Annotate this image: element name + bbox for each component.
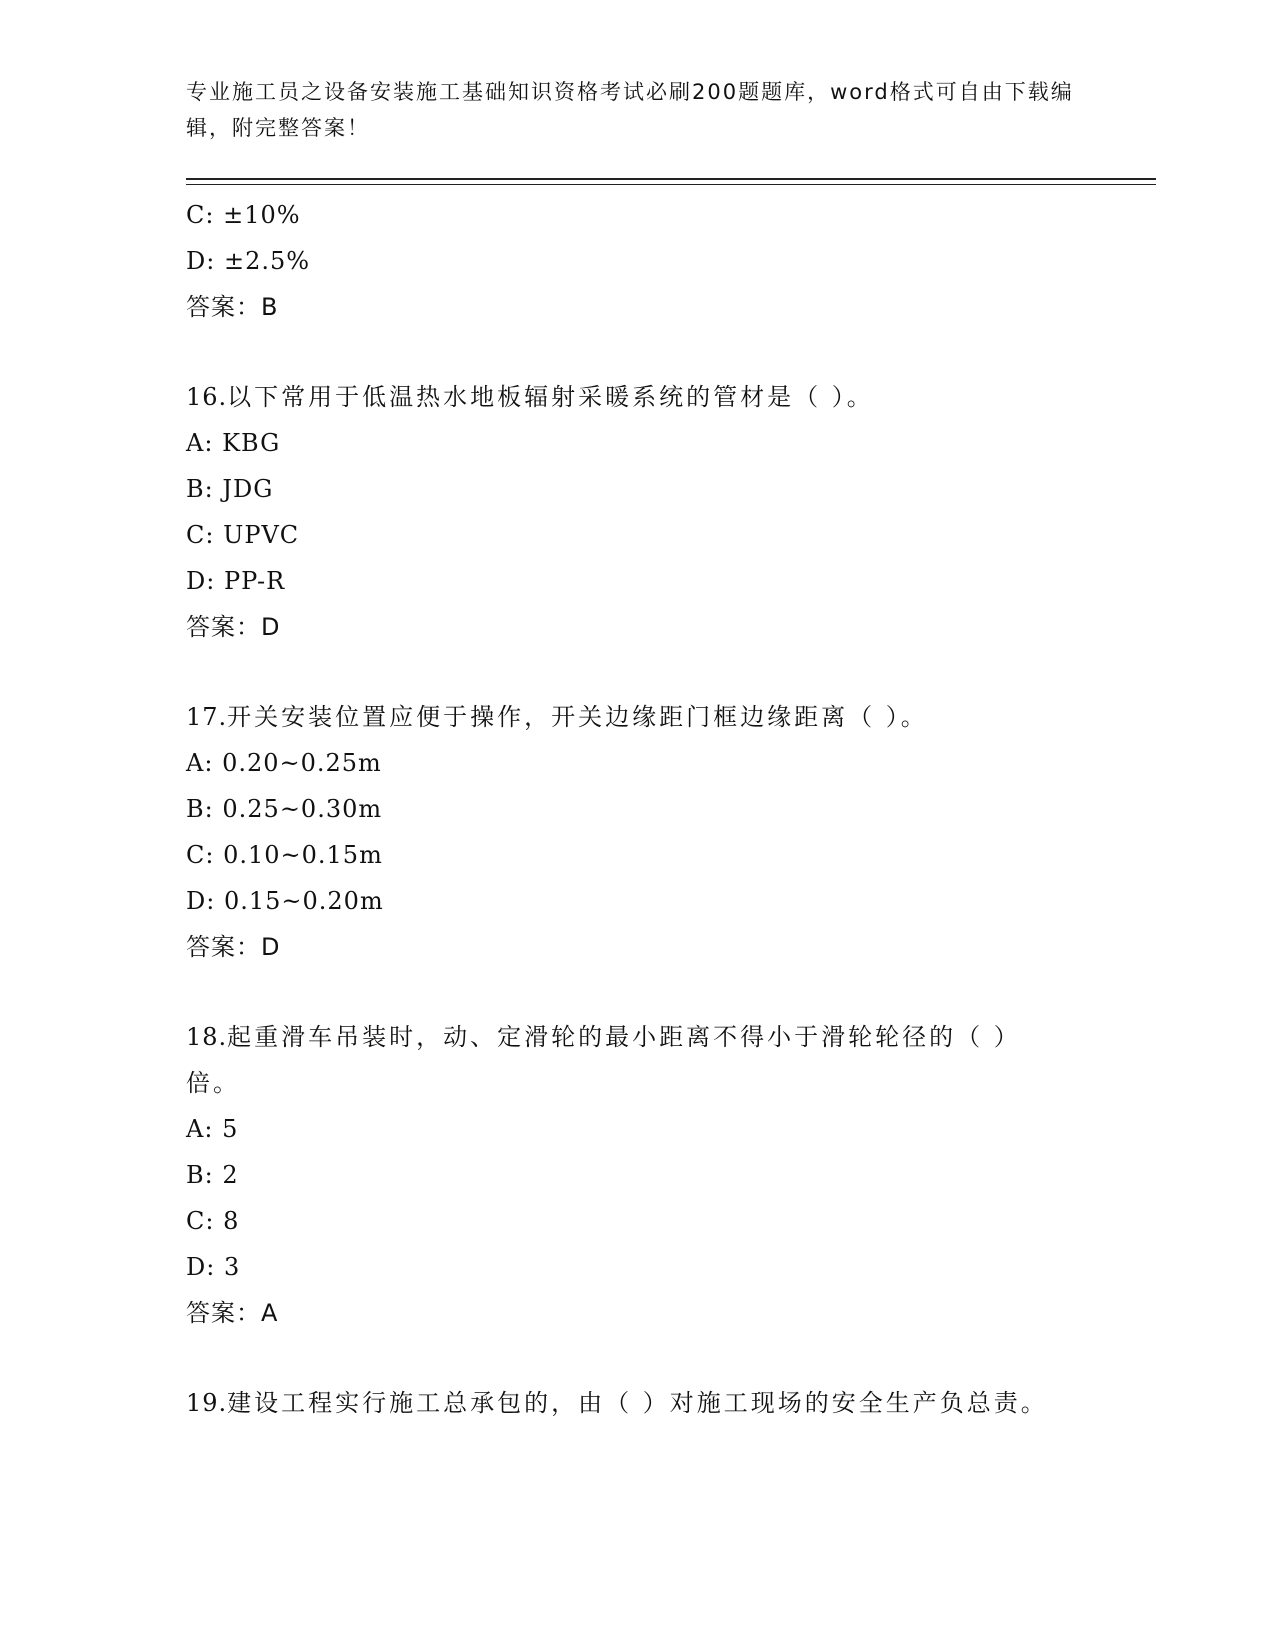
option-label: B: [186, 475, 214, 503]
answer-line: 答案：D [186, 933, 281, 961]
option-label: D: [186, 887, 216, 915]
option-text: 0.15~0.20m [223, 887, 384, 915]
question-number: 18. [186, 1023, 228, 1051]
option-text: 2 [222, 1161, 239, 1189]
option-line [186, 192, 1086, 238]
option-label: B: [186, 795, 214, 823]
option-line [186, 1244, 1086, 1290]
question-body: 建设工程实行施工总承包的，由（ ）对施工现场的安全生产负总责。 [227, 1389, 1048, 1417]
option-label: C: [186, 1207, 215, 1235]
option-label: D: [186, 567, 216, 595]
option-text: 0.25~0.30m [222, 795, 383, 823]
option-text: 3 [223, 1253, 241, 1281]
option-label: A: [186, 749, 214, 777]
option-label: C: [186, 201, 215, 229]
option-line [186, 1106, 1086, 1152]
question-body: 起重滑车吊装时，动、定滑轮的最小距离不得小于滑轮轮径的（ ）倍。 [186, 1023, 1021, 1097]
option-line [186, 420, 1086, 466]
option-text: ±2.5% [223, 247, 311, 275]
question-number: 17. [186, 703, 228, 731]
option-text: KBG [222, 429, 281, 457]
option-label: A: [186, 429, 214, 457]
option-label: C: [186, 841, 215, 869]
option-line [186, 558, 1086, 604]
option-label: D: [186, 247, 216, 275]
option-label: C: [186, 521, 215, 549]
answer-line: 答案：A [186, 1299, 279, 1327]
option-text: UPVC [223, 521, 300, 549]
option-text: 0.20~0.25m [222, 749, 382, 777]
option-line [186, 1152, 1086, 1198]
option-line [186, 466, 1086, 512]
document-content [186, 192, 1086, 1426]
document-header: 专业施工员之设备安装施工基础知识资格考试必刷200题题库，word格式可自由下载编辑，附完整答案！ [186, 80, 1074, 140]
question-body: 以下常用于低温热水地板辐射采暖系统的管材是（ ）。 [227, 383, 874, 411]
option-text: ±10% [223, 201, 301, 229]
option-text: 5 [222, 1115, 239, 1143]
option-line [186, 1198, 1086, 1244]
header-rule-thick [186, 178, 1156, 180]
header-rule-thin [186, 184, 1156, 185]
option-line [186, 786, 1086, 832]
question-number: 19. [186, 1389, 228, 1417]
option-line [186, 878, 1086, 924]
option-text: PP-R [223, 567, 286, 595]
option-line [186, 832, 1086, 878]
option-line [186, 740, 1086, 786]
question-text [186, 374, 1056, 420]
question-text [186, 1014, 1056, 1106]
question-body: 开关安装位置应便于操作，开关边缘距门框边缘距离（ ）。 [227, 703, 928, 731]
answer-line: 答案：D [186, 613, 281, 641]
option-line [186, 512, 1086, 558]
question-number: 16. [186, 383, 228, 411]
answer-line: 答案：B [186, 293, 279, 321]
option-label: D: [186, 1253, 216, 1281]
option-label: A: [186, 1115, 214, 1143]
option-text: JDG [222, 475, 274, 503]
question-text [186, 1380, 1056, 1426]
option-text: 8 [223, 1207, 240, 1235]
option-label: B: [186, 1161, 214, 1189]
option-line [186, 238, 1086, 284]
question-text [186, 694, 1056, 740]
option-text: 0.10~0.15m [223, 841, 383, 869]
